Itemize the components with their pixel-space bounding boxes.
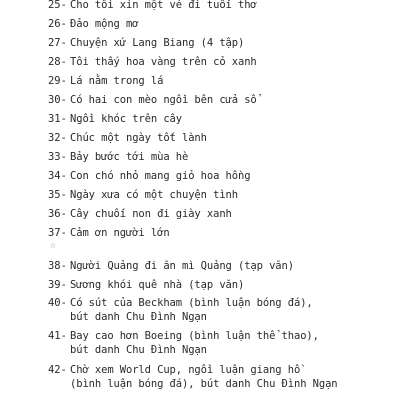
item-number: 34- (48, 170, 67, 182)
item-title: Con chó nhỏ mang giỏ hoa hồng (70, 170, 251, 182)
list-item (48, 260, 294, 273)
item-title: Ngồi khóc trên cây (70, 113, 182, 125)
item-title: Chuyện xứ Lang Biang (4 tập) (70, 37, 245, 49)
list-item (48, 56, 257, 69)
item-title: Cho tôi xin một vé đi tuổi thơ (70, 0, 257, 11)
list-item (48, 170, 250, 183)
item-number: 25- (48, 0, 67, 11)
item-continuation: bút danh Chu Đình Ngạn (70, 344, 207, 356)
item-number: 27- (48, 37, 67, 49)
item-title: Cây chuối non đi giày xanh (70, 208, 232, 220)
item-number: 28- (48, 56, 67, 68)
list-item (48, 0, 257, 12)
item-number: 29- (48, 75, 67, 87)
item-title: Có sút của Beckham (bình luận bóng đá), (70, 297, 313, 309)
item-number: 32- (48, 132, 67, 144)
item-number: 38- (48, 260, 67, 272)
item-title: Sương khói quê nhà (tạp văn) (70, 279, 245, 291)
list-item (48, 330, 319, 343)
list-item (48, 132, 207, 145)
item-title: Có hai con mèo ngồi bên cửa sổ (70, 94, 257, 106)
item-number: 36- (48, 208, 67, 220)
section-separator: ☆ (50, 240, 57, 251)
item-title: Ngày xưa có một chuyện tình (70, 189, 238, 201)
item-number: 33- (48, 151, 67, 163)
item-title: Chờ xem World Cup, ngồi luận giang hồ (70, 364, 301, 376)
item-title: Lá nằm trong lá (70, 75, 164, 87)
list-item (48, 189, 238, 202)
item-title: Người Quảng đi ăn mì Quảng (tạp văn) (70, 260, 294, 272)
item-title: Bảy bước tới mùa hè (70, 151, 189, 163)
item-continuation: bút danh Chu Đình Ngạn (70, 311, 207, 323)
item-number: 30- (48, 94, 67, 106)
list-item (48, 364, 300, 377)
item-number: 31- (48, 113, 67, 125)
item-number: 39- (48, 279, 67, 291)
item-title: Bay cao hơn Boeing (bình luận thể thao), (70, 330, 319, 342)
item-number: 26- (48, 18, 67, 30)
item-title: Đảo mộng mơ (70, 18, 139, 30)
item-number: 41- (48, 330, 67, 342)
item-title: Chúc một ngày tốt lành (70, 132, 207, 144)
item-number: 35- (48, 189, 67, 201)
list-item (48, 94, 257, 107)
item-continuation: (bình luận bóng đá), bút danh Chu Đình Ngạn (70, 378, 338, 390)
list-item (48, 227, 170, 240)
list-item (48, 75, 163, 88)
list-item (48, 113, 182, 126)
item-number: 37- (48, 227, 67, 239)
list-item (48, 18, 138, 31)
item-title: Cảm ơn người lớn (70, 227, 170, 239)
item-title: Tôi thấy hoa vàng trên cỏ xanh (70, 56, 257, 68)
list-item (48, 279, 244, 292)
list-item (48, 151, 188, 164)
item-number: 40- (48, 297, 67, 309)
list-item (48, 208, 232, 221)
item-number: 42- (48, 364, 67, 376)
list-item (48, 297, 313, 310)
list-item (48, 37, 244, 50)
